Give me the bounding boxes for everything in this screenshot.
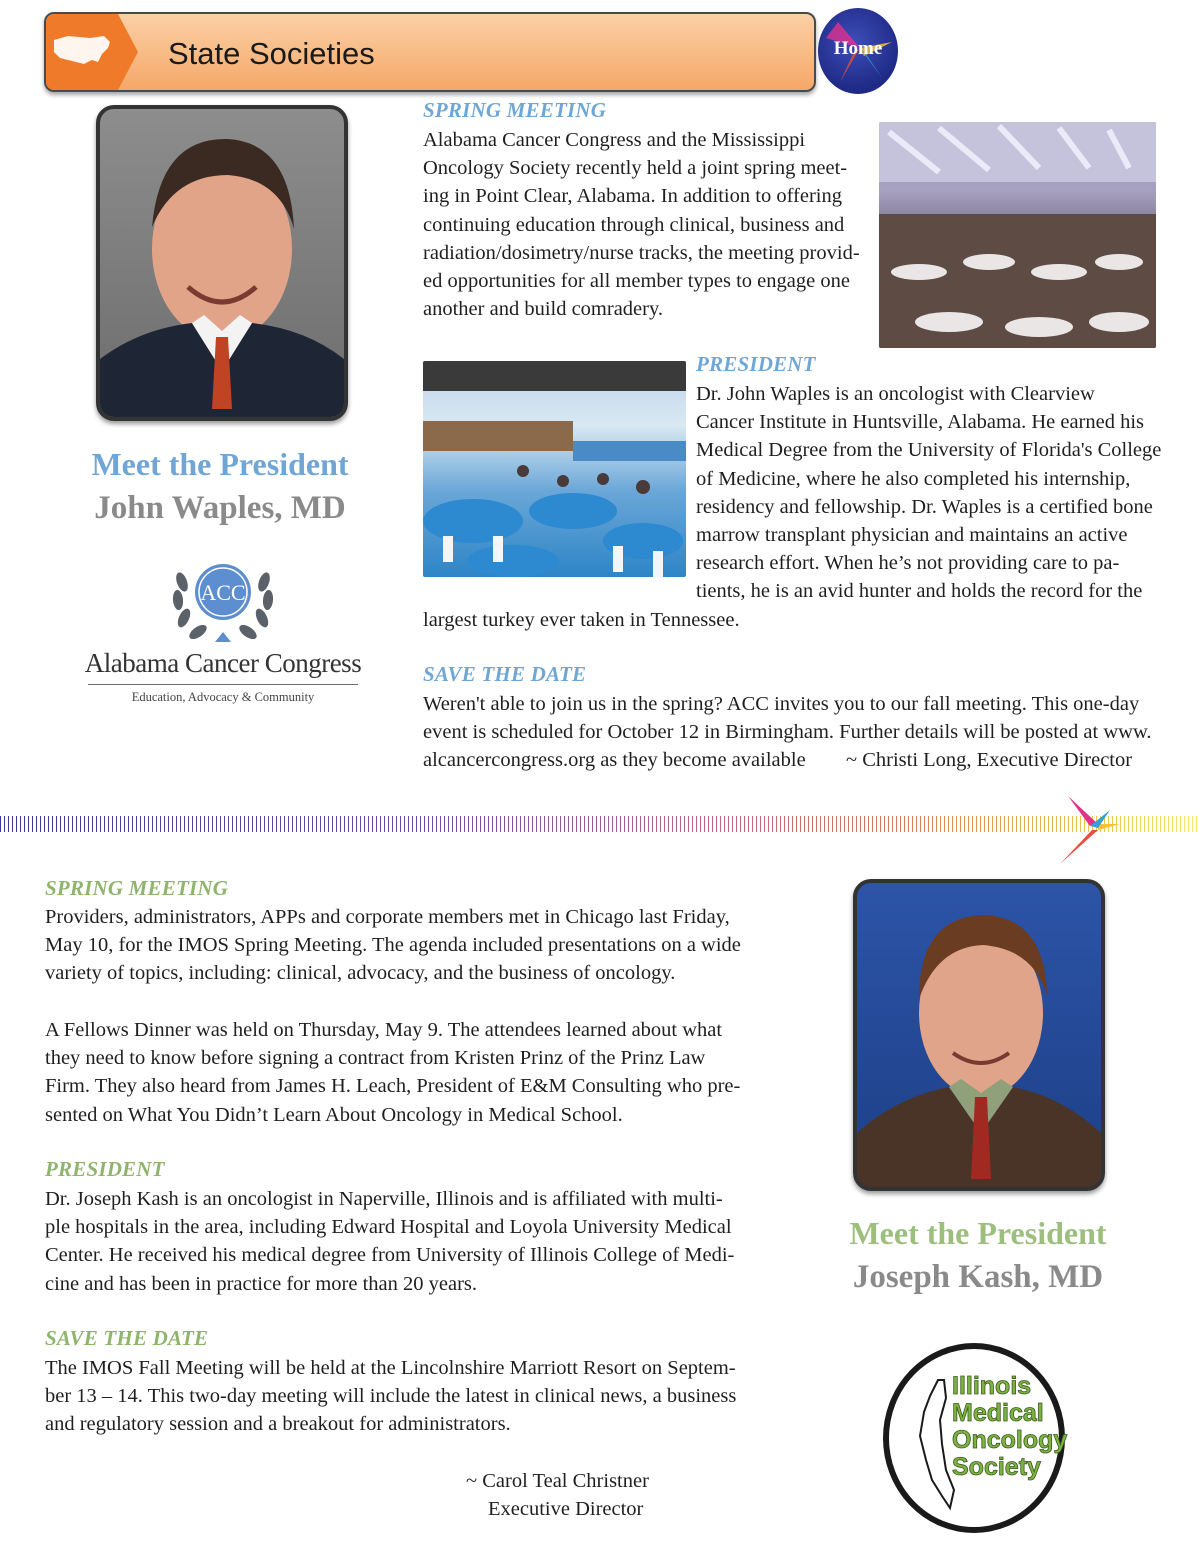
banner-arrow: [118, 14, 138, 90]
text-line: The IMOS Fall Meeting will be held at the Lincolnshire Marriott Resort on Septem-: [45, 1357, 736, 1379]
home-label: Home: [833, 38, 883, 59]
text-line: Cancer Institute in Huntsville, Alabama. He earned his: [696, 411, 1145, 434]
logo-line: Medical: [952, 1399, 1044, 1427]
acc-president-heading: PRESIDENT: [696, 352, 816, 376]
text-line: May 10, for the IMOS Spring Meeting. The agenda included presentations on a wide: [45, 934, 741, 957]
portrait-icon: [100, 109, 344, 417]
imos-save-heading: SAVE THE DATE: [45, 1326, 209, 1350]
logo-line: Illinois: [952, 1372, 1032, 1400]
text-line: Firm. They also heard from James H. Leach, President of E&M Consulting who pre-: [45, 1075, 741, 1098]
portrait-icon: [857, 883, 1101, 1187]
president-photo-kash: [853, 879, 1105, 1191]
text-line: Medical Degree from the University of Florida's College: [696, 439, 1162, 462]
imos-president-text: [45, 1185, 805, 1298]
acc-president-text: [696, 380, 1166, 606]
text-line: they need to know before signing a contract from Kristen Prinz of the Prinz Law: [45, 1047, 706, 1070]
divider: [88, 684, 358, 685]
imos-signature-name: ~ Carol Teal Christner: [466, 1470, 649, 1492]
imos-spring-heading: SPRING MEETING: [45, 876, 229, 900]
text-line: continuing education through clinical, business and: [423, 213, 845, 236]
text-line: marrow transplant physician and maintains an active: [696, 524, 1128, 547]
page-title: State Societies: [168, 36, 375, 71]
imos-signature-title: Executive Director: [488, 1498, 644, 1520]
acc-logo-tagline: Education, Advocacy & Community: [131, 690, 315, 704]
star-burst-icon: [1050, 790, 1120, 866]
president-name: John Waples, MD: [94, 490, 346, 526]
text-line: research effort. When he’s not providing care to pa-: [696, 552, 1120, 575]
text-line: Dr. Joseph Kash is an oncologist in Naperville, Illinois and is affiliated with multi-: [45, 1188, 723, 1210]
logo-line: Society: [952, 1453, 1041, 1481]
text-line: and regulatory session and a breakout for administrators.: [45, 1413, 511, 1436]
laurel-wreath-icon: [168, 552, 278, 648]
acc-spring-heading: SPRING MEETING: [423, 98, 607, 122]
imos-spring-text: [45, 903, 805, 988]
text-line: Dr. John Waples is an oncologist with Clearview: [696, 383, 1095, 405]
text-line: ple hospitals in the area, including Edward Hospital and Loyola University Medical: [45, 1216, 732, 1239]
text-line: radiation/dosimetry/nurse tracks, the meeting provid-: [423, 241, 860, 264]
ballroom-photo: [879, 122, 1156, 348]
text-line: ing in Point Clear, Alabama. In addition to offering: [423, 185, 842, 208]
imos-president-heading: PRESIDENT: [45, 1157, 165, 1181]
text-line: alcancercongress.org as they become available: [423, 749, 806, 772]
meet-president-label: Meet the President: [849, 1215, 1107, 1251]
acc-signature: ~ Christi Long, Executive Director: [846, 749, 1133, 771]
imos-logo: [880, 1340, 1068, 1536]
meet-president-label: Meet the President: [91, 446, 349, 482]
text-line: Weren't able to join us in the spring? ACC invites you to our fall meeting. This one-day: [423, 693, 1140, 715]
acc-logo-name: Alabama Cancer Congress: [84, 648, 362, 678]
text-line: Center. He received his medical degree from University of Illinois College of Medi-: [45, 1244, 735, 1267]
acc-spring-text: [423, 126, 873, 323]
text-line: another and build comradery.: [423, 298, 664, 321]
text-line: Providers, administrators, APPs and corporate members met in Chicago last Friday,: [45, 906, 730, 928]
text-line: of Medicine, where he also completed his internship,: [696, 467, 1131, 490]
text-line: A Fellows Dinner was held on Thursday, May 9. The attendees learned about what: [45, 1019, 723, 1041]
acc-save-heading: SAVE THE DATE: [423, 662, 587, 686]
section-banner: [44, 12, 816, 92]
text-line: tients, he is an avid hunter and holds the record for the: [696, 580, 1143, 603]
president-name: Joseph Kash, MD: [852, 1259, 1104, 1295]
outdoor-dinner-photo: [423, 361, 686, 577]
imos-save-text: [45, 1354, 805, 1439]
section-divider: [0, 816, 1200, 832]
president-photo-waples: [96, 105, 348, 421]
text-line: variety of topics, including: clinical, advocacy, and the business of oncology.: [45, 962, 676, 985]
logo-line: Oncology: [952, 1426, 1068, 1454]
text-line: residency and fellowship. Dr. Waples is a certified bone: [696, 495, 1153, 518]
acc-logo: [80, 550, 366, 710]
text-line: sented on What You Didn’t Learn About Oncology in Medical School.: [45, 1103, 623, 1126]
text-line: ber 13 – 14. This two-day meeting will include the latest in clinical news, a business: [45, 1385, 737, 1408]
home-button[interactable]: [818, 8, 898, 94]
imos-fellows-text: [45, 1016, 805, 1129]
text-line: cine and has been in practice for more than 20 years.: [45, 1272, 478, 1295]
acc-initials: ACC: [200, 580, 246, 605]
text-line: ed opportunities for all member types to engage one: [423, 270, 850, 293]
usa-map-icon: [46, 14, 118, 90]
text-line: Alabama Cancer Congress and the Mississippi: [423, 129, 806, 151]
text-line: largest turkey ever taken in Tennessee.: [423, 609, 740, 631]
text-line: event is scheduled for October 12 in Birmingham. Further details will be posted at www.: [423, 721, 1152, 744]
text-line: Oncology Society recently held a joint spring meet-: [423, 157, 848, 180]
